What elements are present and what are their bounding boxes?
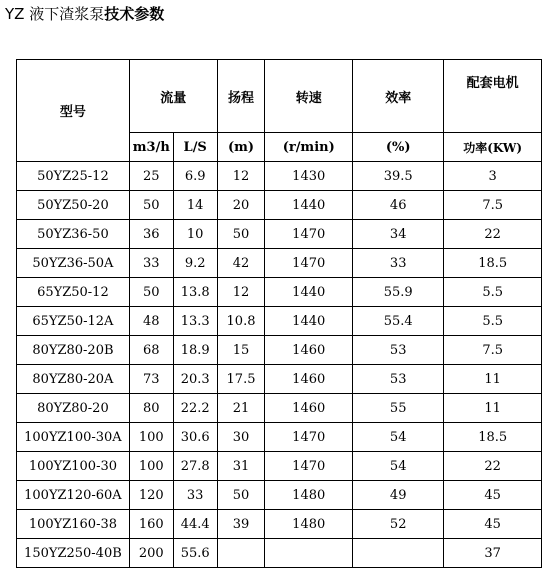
table-row xyxy=(17,394,542,423)
table-row xyxy=(17,423,542,452)
table-row xyxy=(17,307,542,336)
cell-model: 80YZ80-20 xyxy=(17,394,130,423)
cell-model: 65YZ50-12A xyxy=(17,307,130,336)
cell-speed: 1480 xyxy=(265,510,353,539)
cell-speed: 1460 xyxy=(265,365,353,394)
cell-flow-ls: 44.4 xyxy=(173,510,217,539)
header-efficiency: 效率 xyxy=(353,60,444,133)
cell-speed: 1470 xyxy=(265,452,353,481)
cell-model: 100YZ100-30 xyxy=(17,452,130,481)
cell-flow-m3h: 48 xyxy=(129,307,173,336)
cell-flow-m3h: 25 xyxy=(129,162,173,191)
table-row xyxy=(17,539,542,568)
cell-flow-m3h: 100 xyxy=(129,423,173,452)
table-row xyxy=(17,481,542,510)
cell-power: 3 xyxy=(444,162,542,191)
cell-power: 5.5 xyxy=(444,278,542,307)
cell-efficiency: 34 xyxy=(353,220,444,249)
cell-power: 37 xyxy=(444,539,542,568)
table-row xyxy=(17,191,542,220)
cell-flow-ls: 10 xyxy=(173,220,217,249)
cell-efficiency: 53 xyxy=(353,336,444,365)
cell-power: 45 xyxy=(444,481,542,510)
cell-flow-m3h: 200 xyxy=(129,539,173,568)
cell-power: 11 xyxy=(444,394,542,423)
cell-efficiency: 33 xyxy=(353,249,444,278)
cell-model: 50YZ36-50A xyxy=(17,249,130,278)
cell-flow-ls: 22.2 xyxy=(173,394,217,423)
cell-power: 7.5 xyxy=(444,191,542,220)
cell-power: 18.5 xyxy=(444,249,542,278)
cell-flow-m3h: 33 xyxy=(129,249,173,278)
cell-speed: 1440 xyxy=(265,278,353,307)
cell-head: 12 xyxy=(217,162,265,191)
table-row xyxy=(17,249,542,278)
cell-model: 80YZ80-20B xyxy=(17,336,130,365)
cell-efficiency: 53 xyxy=(353,365,444,394)
cell-speed: 1460 xyxy=(265,336,353,365)
cell-speed: 1430 xyxy=(265,162,353,191)
unit-power: 功率(KW) xyxy=(444,133,542,162)
cell-flow-ls: 14 xyxy=(173,191,217,220)
cell-head: 21 xyxy=(217,394,265,423)
header-speed: 转速 xyxy=(265,60,353,133)
cell-efficiency xyxy=(353,539,444,568)
unit-flow-m3h: m3/h xyxy=(129,133,173,162)
cell-head: 31 xyxy=(217,452,265,481)
cell-head: 50 xyxy=(217,481,265,510)
cell-head xyxy=(217,539,265,568)
cell-power: 45 xyxy=(444,510,542,539)
table-row xyxy=(17,162,542,191)
cell-power: 7.5 xyxy=(444,336,542,365)
cell-flow-ls: 20.3 xyxy=(173,365,217,394)
unit-head: (m) xyxy=(217,133,265,162)
cell-head: 12 xyxy=(217,278,265,307)
cell-flow-ls: 6.9 xyxy=(173,162,217,191)
cell-efficiency: 55.9 xyxy=(353,278,444,307)
cell-speed: 1470 xyxy=(265,423,353,452)
cell-speed: 1440 xyxy=(265,307,353,336)
cell-head: 17.5 xyxy=(217,365,265,394)
header-head: 扬程 xyxy=(217,60,265,133)
cell-efficiency: 49 xyxy=(353,481,444,510)
cell-model: 100YZ100-30A xyxy=(17,423,130,452)
header-motor: 配套电机 xyxy=(444,60,542,133)
cell-model: 80YZ80-20A xyxy=(17,365,130,394)
cell-efficiency: 46 xyxy=(353,191,444,220)
cell-flow-ls: 30.6 xyxy=(173,423,217,452)
cell-flow-m3h: 120 xyxy=(129,481,173,510)
cell-head: 20 xyxy=(217,191,265,220)
cell-flow-ls: 18.9 xyxy=(173,336,217,365)
cell-flow-ls: 9.2 xyxy=(173,249,217,278)
table-row xyxy=(17,336,542,365)
cell-flow-m3h: 80 xyxy=(129,394,173,423)
cell-flow-m3h: 50 xyxy=(129,191,173,220)
cell-head: 30 xyxy=(217,423,265,452)
cell-efficiency: 54 xyxy=(353,423,444,452)
cell-speed xyxy=(265,539,353,568)
cell-speed: 1440 xyxy=(265,191,353,220)
page-title xyxy=(5,3,164,24)
cell-flow-ls: 33 xyxy=(173,481,217,510)
table-row xyxy=(17,278,542,307)
title-normal: YZ 液下渣浆泵 xyxy=(5,5,105,23)
cell-model: 50YZ36-50 xyxy=(17,220,130,249)
header-row xyxy=(17,60,542,133)
cell-head: 50 xyxy=(217,220,265,249)
cell-speed: 1460 xyxy=(265,394,353,423)
cell-flow-ls: 13.8 xyxy=(173,278,217,307)
cell-power: 18.5 xyxy=(444,423,542,452)
cell-power: 5.5 xyxy=(444,307,542,336)
cell-efficiency: 39.5 xyxy=(353,162,444,191)
cell-flow-m3h: 36 xyxy=(129,220,173,249)
header-model: 型号 xyxy=(17,60,130,162)
table-row xyxy=(17,510,542,539)
cell-efficiency: 55.4 xyxy=(353,307,444,336)
table-row xyxy=(17,365,542,394)
cell-head: 42 xyxy=(217,249,265,278)
title-bold: 技术参数 xyxy=(104,5,165,23)
unit-speed: (r/min) xyxy=(265,133,353,162)
cell-flow-m3h: 68 xyxy=(129,336,173,365)
table-row xyxy=(17,220,542,249)
cell-speed: 1470 xyxy=(265,220,353,249)
cell-head: 39 xyxy=(217,510,265,539)
cell-flow-ls: 27.8 xyxy=(173,452,217,481)
cell-efficiency: 52 xyxy=(353,510,444,539)
cell-power: 22 xyxy=(444,452,542,481)
cell-flow-m3h: 73 xyxy=(129,365,173,394)
table-row xyxy=(17,452,542,481)
unit-efficiency: (%) xyxy=(353,133,444,162)
cell-efficiency: 54 xyxy=(353,452,444,481)
cell-speed: 1470 xyxy=(265,249,353,278)
cell-flow-m3h: 160 xyxy=(129,510,173,539)
unit-flow-ls: L/S xyxy=(173,133,217,162)
cell-power: 22 xyxy=(444,220,542,249)
cell-power: 11 xyxy=(444,365,542,394)
cell-head: 10.8 xyxy=(217,307,265,336)
cell-model: 150YZ250-40B xyxy=(17,539,130,568)
cell-model: 100YZ120-60A xyxy=(17,481,130,510)
cell-flow-ls: 55.6 xyxy=(173,539,217,568)
header-flow: 流量 xyxy=(129,60,217,133)
cell-model: 50YZ25-12 xyxy=(17,162,130,191)
cell-efficiency: 55 xyxy=(353,394,444,423)
cell-model: 100YZ160-38 xyxy=(17,510,130,539)
cell-model: 65YZ50-12 xyxy=(17,278,130,307)
cell-flow-ls: 13.3 xyxy=(173,307,217,336)
cell-head: 15 xyxy=(217,336,265,365)
spec-table xyxy=(16,59,542,568)
cell-speed: 1480 xyxy=(265,481,353,510)
cell-flow-m3h: 100 xyxy=(129,452,173,481)
cell-model: 50YZ50-20 xyxy=(17,191,130,220)
cell-flow-m3h: 50 xyxy=(129,278,173,307)
